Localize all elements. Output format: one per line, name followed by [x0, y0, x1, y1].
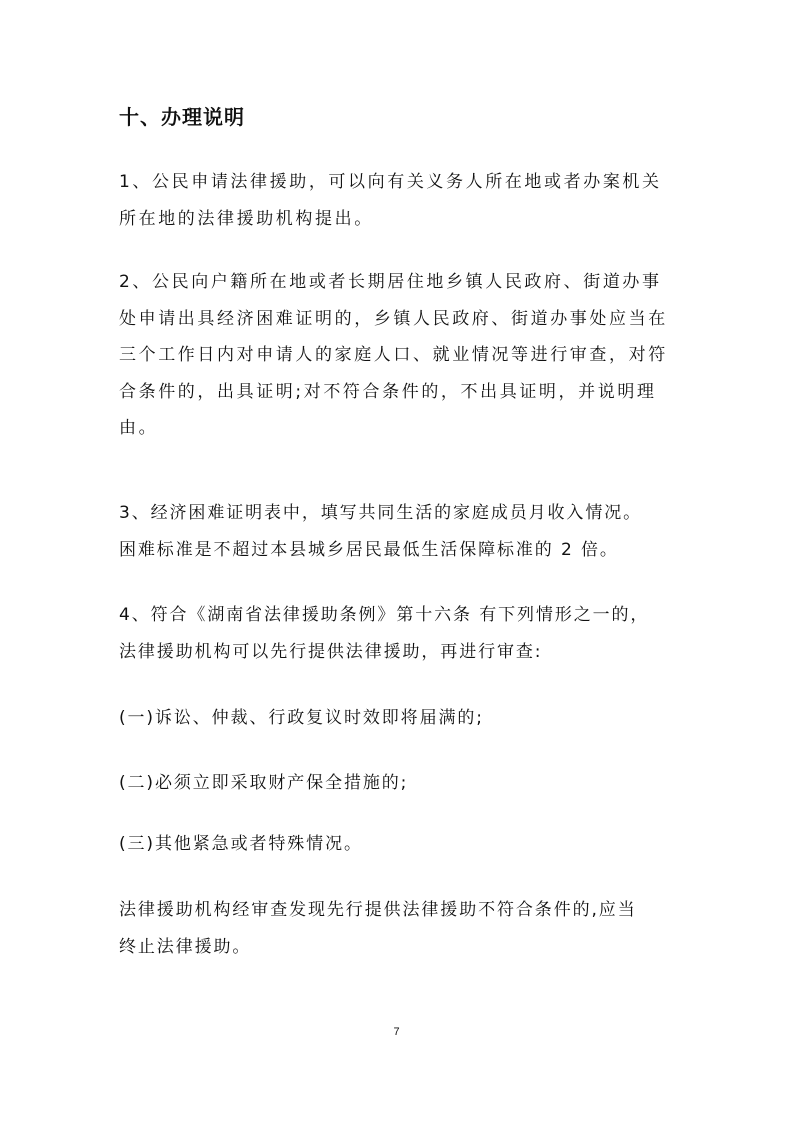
- paragraph-line: 由。: [119, 418, 159, 438]
- paragraph-line: 终止法律援助。: [119, 936, 252, 957]
- paragraph-line: 3、经济困难证明表中，填写共同生活的家庭成员月收入情况。: [119, 503, 643, 523]
- list-item-text: (三)其他紧急或者特殊情况。: [119, 834, 363, 854]
- paragraph-4: [119, 597, 679, 670]
- list-item-text: (二)必须立即采取财产保全措施的;: [119, 773, 409, 793]
- paragraph-line: 困难标准是不超过本县城乡居民最低生活保障标准的 2 倍。: [119, 539, 619, 560]
- paragraph-line: 法律援助机构经审查发现先行提供法律援助不符合条件的,应当: [119, 900, 637, 920]
- paragraph-line: 合条件的，出具证明;对不符合条件的，不出具证明，并说明理: [119, 381, 657, 402]
- page-number: 7: [393, 1026, 400, 1038]
- paragraph-line: 2、公民向户籍所在地或者长期居住地乡镇人民政府、街道办事: [119, 272, 662, 292]
- paragraph-line: 处申请出具经济困难证明的，乡镇人民政府、街道办事处应当在: [119, 308, 668, 329]
- paragraph-2: [119, 264, 679, 447]
- list-item-2: [119, 765, 679, 802]
- section-title: 十、办理说明: [119, 105, 245, 129]
- paragraph-3: [119, 495, 679, 568]
- paragraph-line: 所在地的法律援助机构提出。: [119, 208, 374, 229]
- list-item-3: [119, 826, 679, 863]
- paragraph-5: [119, 892, 679, 965]
- paragraph-line: 1、公民申请法律援助，可以向有关义务人所在地或者办案机关: [119, 172, 662, 192]
- paragraph-1: [119, 164, 679, 237]
- paragraph-line: 法律援助机构可以先行提供法律援助，再进行审查:: [119, 641, 543, 662]
- list-item-text: (一)诉讼、仲裁、行政复议时效即将届满的;: [119, 708, 484, 728]
- list-item-1: [119, 700, 679, 737]
- paragraph-line: 三个工作日内对申请人的家庭人口、就业情况等进行审查，对符: [119, 345, 668, 365]
- paragraph-line: 4、符合《湖南省法律援助条例》第十六条 有下列情形之一的，: [119, 605, 650, 625]
